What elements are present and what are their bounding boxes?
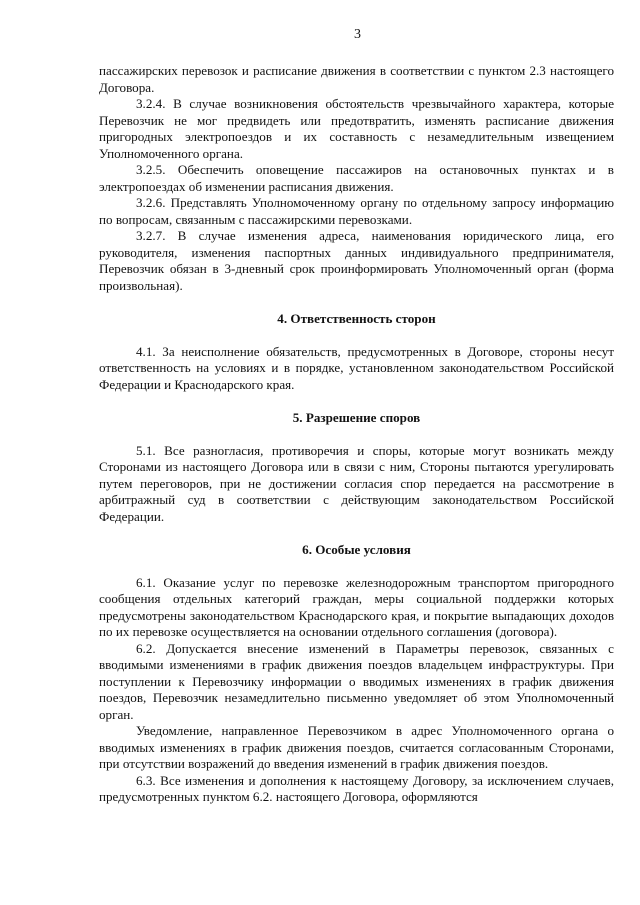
paragraph-3-2-6: 3.2.6. Представлять Уполномоченному органу по отдельному запросу информацию по вопросам, связанным с пассажирскими перевозками. [99,195,614,227]
paragraph-3-2-7: 3.2.7. В случае изменения адреса, наименования юридического лица, его руководителя, изменения паспортных данных индивидуального предпринимателя, Перевозчик обязан в 3-дневный срок проинформировать Уполномоченный орган (форма произвольная). [99,228,614,293]
paragraph-5-1: 5.1. Все разногласия, противоречия и споры, которые могут возникать между Сторонами из настоящего Договора или в связи с ним, Стороны пытаются урегулировать путем переговоров, при не достижении согласия спор передается на рассмотрение в арбитражный суд в соответствии с действующим законодательством Российской Федерации. [99,442,614,524]
paragraph-3-2-5: 3.2.5. Обеспечить оповещение пассажиров на остановочных пунктах и в электропоездах об изменении расписания движения. [99,162,614,194]
section-heading-responsibility: 4. Ответственность сторон [277,311,436,326]
paragraph-4-1: 4.1. За неисполнение обязательств, предусмотренных в Договоре, стороны несут ответственность на условиях и в порядке, установленном законодательством Российской Федерации и Краснодарского края. [99,343,614,392]
paragraph-6-2: 6.2. Допускается внесение изменений в Параметры перевозок, связанных с вводимыми изменениями в график движения поездов владельцем инфраструктуры. При поступлении к Перевозчику информации о вводимых изменениях в график движения поездов, Перевозчик незамедлительно письменно уведомляет об этом Уполномоченный орган. [99,640,614,722]
paragraph-6-3: 6.3. Все изменения и дополнения к настоящему Договору, за исключением случаев, предусмотренных пунктом 6.2. настоящего Договора, оформляются [99,772,614,804]
section-heading-disputes: 5. Разрешение споров [292,410,421,425]
paragraph-notification: Уведомление, направленное Перевозчиком в адрес Уполномоченного органа о вводимых изменениях в график движения поездов, считается согласованным Сторонами, при отсутствии возражений до введения изменений в график движения поездов. [99,723,614,771]
paragraph-continuation-2-3: пассажирских перевозок и расписание движения в соответствии с пунктом 2.3 настоящего Договора. [99,63,614,95]
page-number: 3 [354,27,361,42]
paragraph-3-2-4: 3.2.4. В случае возникновения обстоятельств чрезвычайного характера, которые Перевозчик не мог предвидеть или предотвратить, изменять расписание движения пригородных электропоездов и их составность с незамедлительным извещением Уполномоченного органа. [99,96,614,161]
paragraph-6-1: 6.1. Оказание услуг по перевозке железнодорожным транспортом пригородного сообщения отдельных категорий граждан, меры социальной поддержки которых предусмотрены законодательством Краснодарского края, и покрытие выпадающих доходов по их перевозке осуществляется на основании отдельного соглашения (договора). [99,574,614,639]
section-heading-special-conditions: 6. Особые условия [302,542,411,557]
